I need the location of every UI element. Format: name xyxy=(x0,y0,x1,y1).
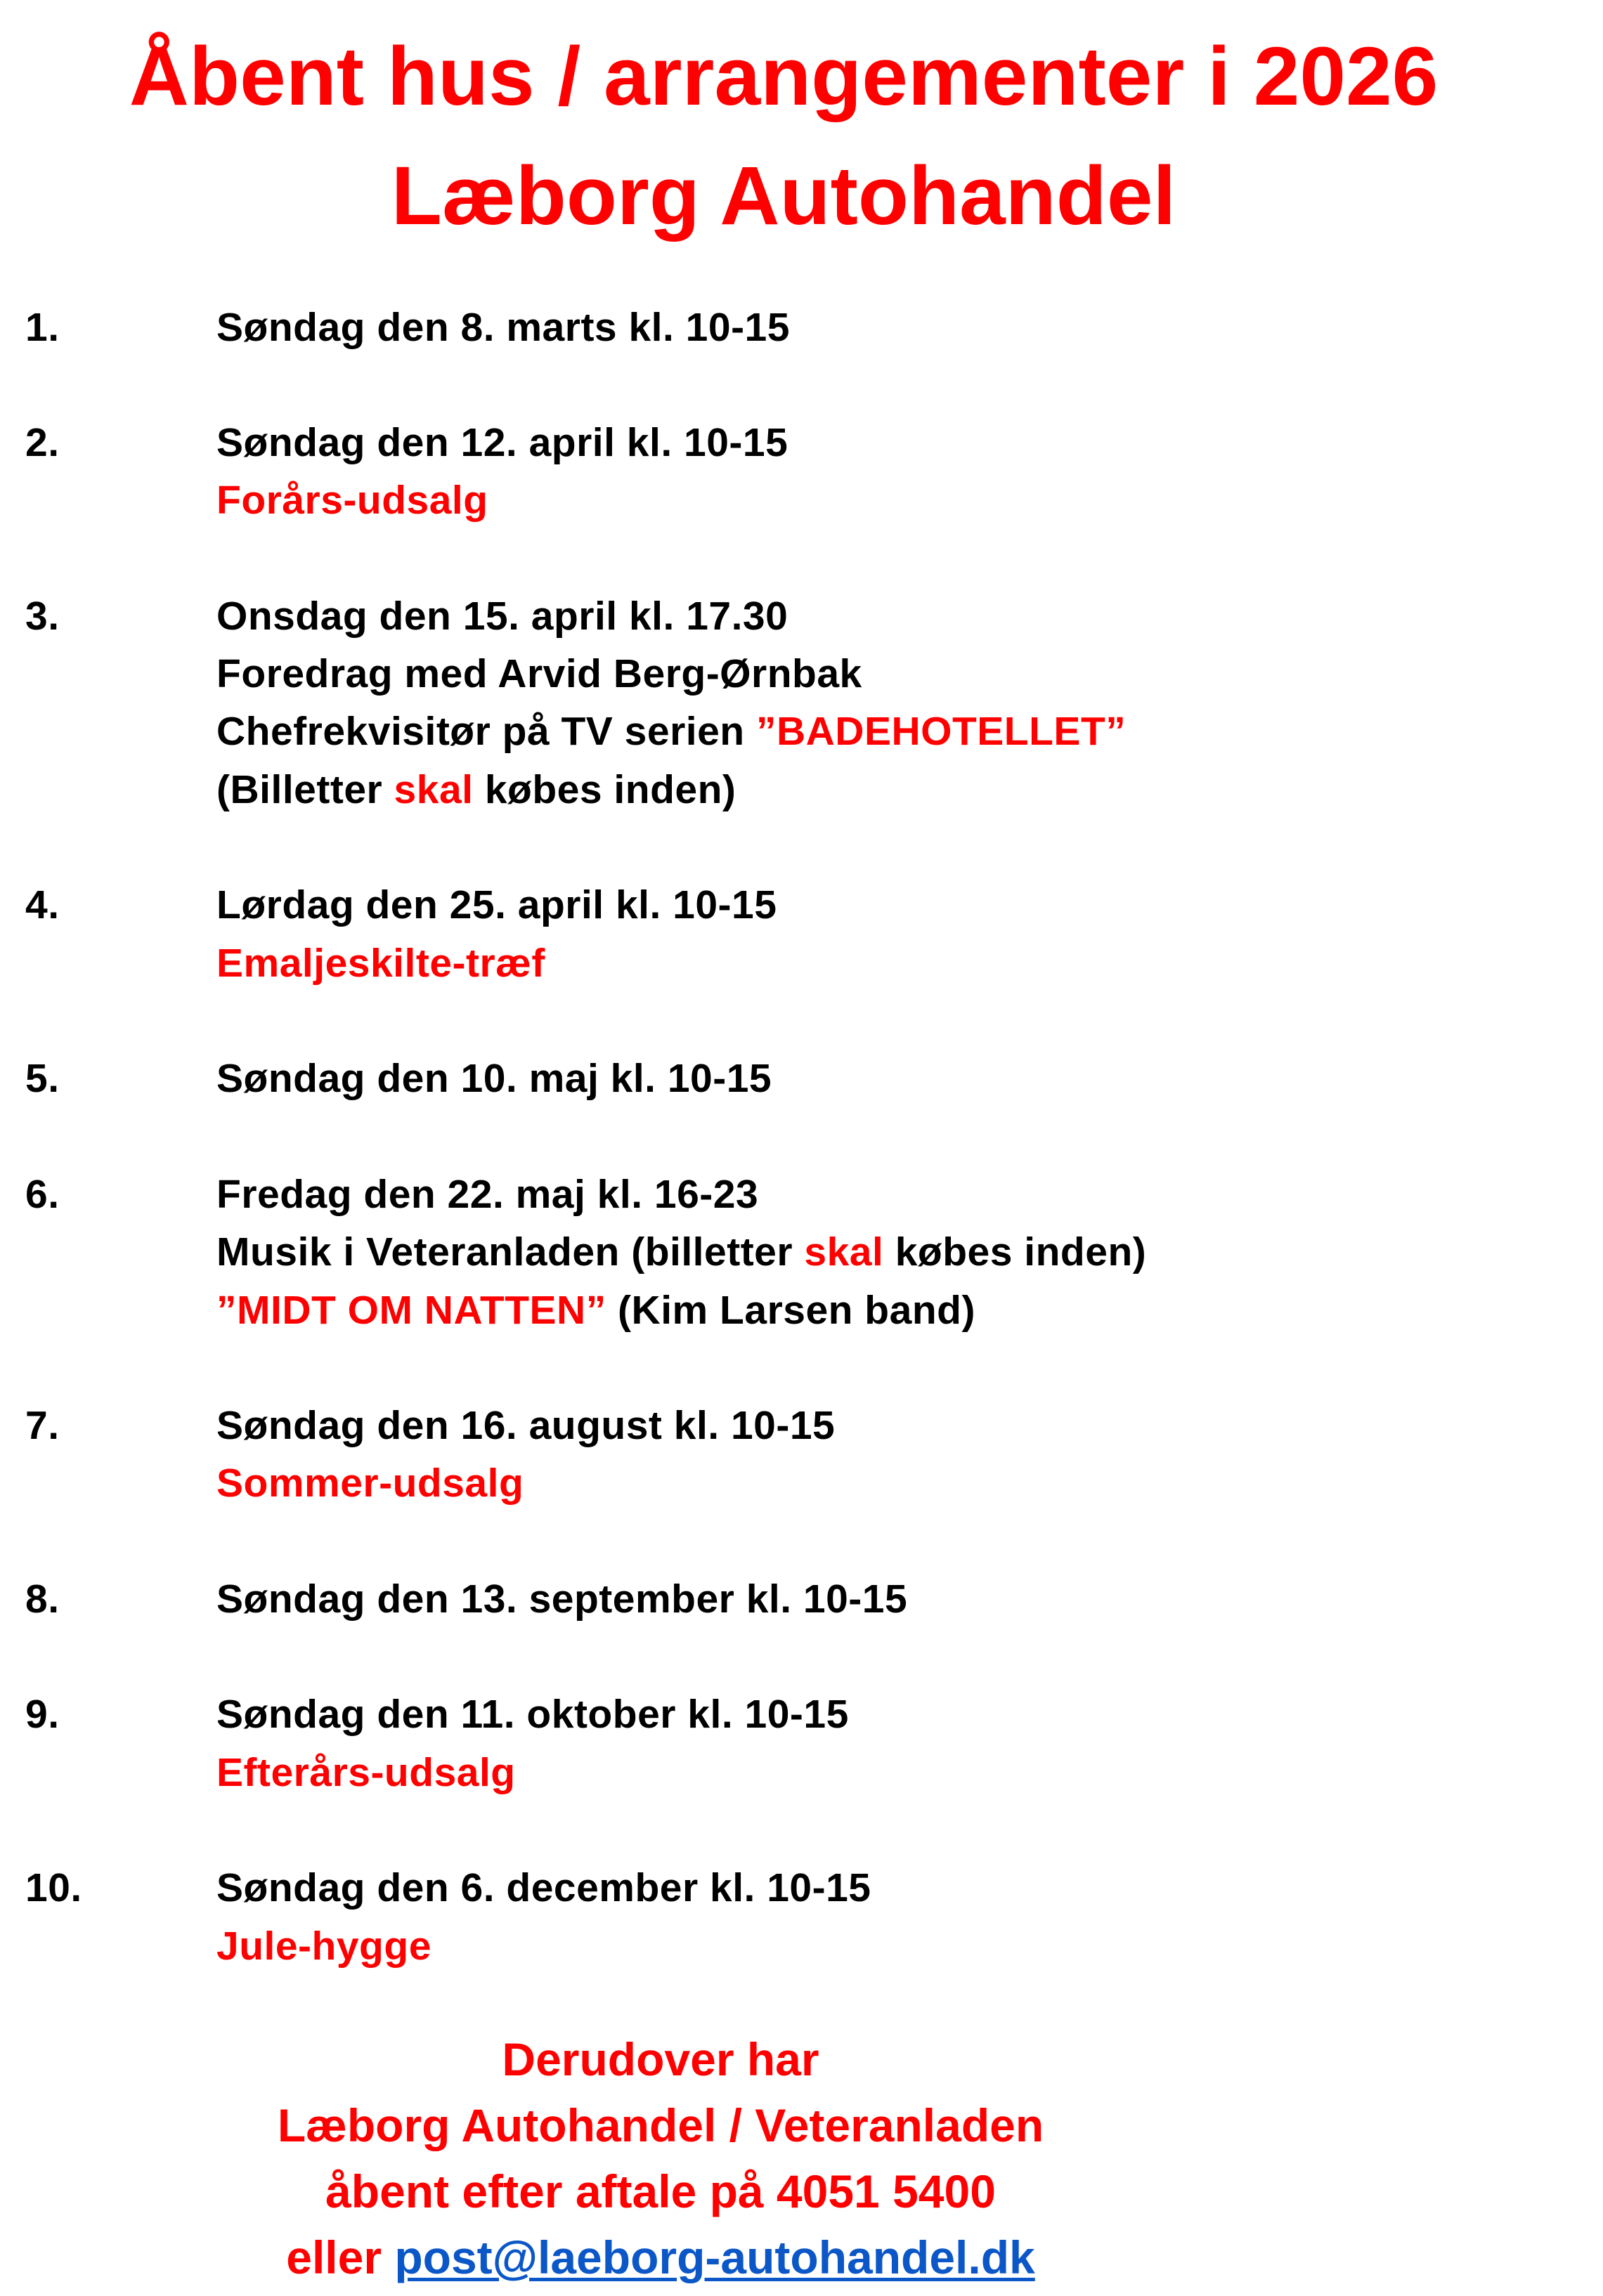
event-highlight: ”BADEHOTELLET” xyxy=(755,709,1127,754)
event-detail xyxy=(216,1288,975,1333)
event-number: 2. xyxy=(25,420,60,465)
event-number: 9. xyxy=(25,1692,60,1737)
event-date: Søndag den 11. oktober kl. 10-15 xyxy=(216,1692,849,1737)
event-detail-text: (Billetter xyxy=(216,767,394,812)
event-highlight: skal xyxy=(394,767,474,812)
event-note: Jule-hygge xyxy=(216,1924,431,1969)
event-detail xyxy=(216,767,736,812)
event-note: Sommer-udsalg xyxy=(216,1461,524,1506)
event-detail xyxy=(216,1229,1147,1274)
event-date: Søndag den 10. maj kl. 10-15 xyxy=(216,1056,772,1101)
event-number: 4. xyxy=(25,882,60,927)
event-number: 3. xyxy=(25,594,60,639)
event-detail xyxy=(216,709,1127,754)
event-date: Søndag den 12. april kl. 10-15 xyxy=(216,420,788,465)
event-number: 8. xyxy=(25,1577,60,1622)
event-date: Søndag den 13. september kl. 10-15 xyxy=(216,1577,908,1622)
footer-contact-prefix: eller xyxy=(286,2231,395,2283)
event-note: Efterårs-udsalg xyxy=(216,1750,516,1795)
event-detail: Foredrag med Arvid Berg-Ørnbak xyxy=(216,651,862,696)
footer-company: Læborg Autohandel / Veteranladen xyxy=(277,2099,1044,2151)
footer-phone: åbent efter aftale på 4051 5400 xyxy=(325,2165,996,2217)
footer-contact xyxy=(0,2231,1321,2283)
event-date: Fredag den 22. maj kl. 16-23 xyxy=(216,1172,759,1217)
event-highlight: skal xyxy=(804,1229,884,1274)
event-date: Søndag den 16. august kl. 10-15 xyxy=(216,1403,836,1448)
event-detail-text: købes inden) xyxy=(883,1229,1147,1274)
email-link[interactable]: post@laeborg-autohandel.dk xyxy=(394,2231,1035,2283)
event-detail-text: Chefrekvisitør på TV serien xyxy=(216,709,756,754)
event-number: 7. xyxy=(25,1403,60,1448)
event-number: 10. xyxy=(25,1865,82,1910)
event-note: Forårs-udsalg xyxy=(216,478,488,523)
event-number: 1. xyxy=(25,305,60,350)
event-number: 5. xyxy=(25,1056,60,1101)
event-detail-text: købes inden) xyxy=(473,767,736,812)
event-date: Lørdag den 25. april kl. 10-15 xyxy=(216,882,777,927)
event-date: Onsdag den 15. april kl. 17.30 xyxy=(216,594,788,639)
event-detail-text: Musik i Veteranladen (billetter xyxy=(216,1229,805,1274)
event-date: Søndag den 8. marts kl. 10-15 xyxy=(216,305,790,350)
page-title: Åbent hus / arrangementer i 2026 xyxy=(129,30,1439,123)
event-date: Søndag den 6. december kl. 10-15 xyxy=(216,1865,871,1910)
event-note: Emaljeskilte-træf xyxy=(216,941,545,986)
event-detail-text: (Kim Larsen band) xyxy=(606,1288,975,1333)
page-subtitle: Læborg Autohandel xyxy=(391,150,1176,242)
event-highlight: ”MIDT OM NATTEN” xyxy=(216,1288,606,1333)
footer-intro: Derudover har xyxy=(502,2033,819,2085)
event-number: 6. xyxy=(25,1172,60,1217)
